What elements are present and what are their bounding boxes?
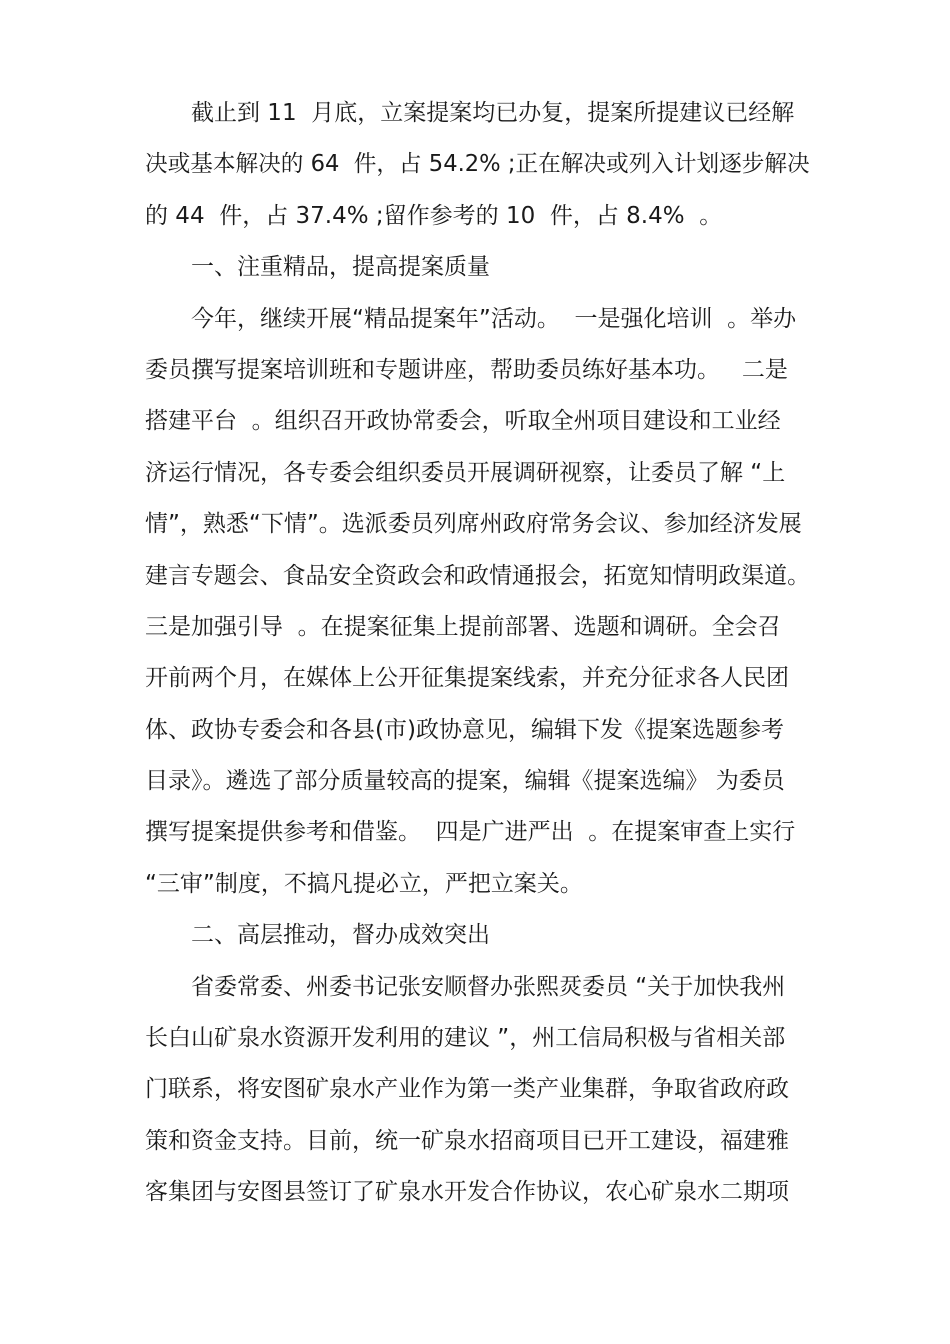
- text-line: 决或基本解决的 64 件，占 54.2% ;正在解决或列入计划逐步解决: [145, 151, 810, 178]
- text-line: 委员撰写提案培训班和专题讲座，帮助委员练好基本功。 二是: [145, 356, 788, 383]
- text-line: 截止到 11 月底，立案提案均已办复，提案所提建议已经解: [191, 100, 795, 126]
- text-line: 门联系，将安图矿泉水产业作为第一类产业集群，争取省政府政: [145, 1076, 789, 1103]
- text-line: 济运行情况，各专委会组织委员开展调研视察，让委员了解 “上: [145, 459, 786, 486]
- text-line: 体、政协专委会和各县(市)政协意见，编辑下发《提案选题参考: [145, 716, 784, 743]
- text-line: 省委常委、州委书记张安顺督办张熙烎委员 “关于加快我州: [191, 973, 786, 1000]
- text-line: 今年，继续开展“精品提案年”活动。 一是强化培训 。举办: [191, 305, 797, 332]
- text-line: 长白山矿泉水资源开发利用的建议 ”，州工信局积极与省相关部: [145, 1025, 786, 1052]
- text-line: 客集团与安图县签订了矿泉水开发合作协议，农心矿泉水二期项: [145, 1179, 789, 1206]
- text-line: “三审”制度，不搞凡提必立，严把立案关。: [145, 870, 583, 897]
- text-line: 搭建平台 。组织召开政协常委会，听取全州项目建设和工业经: [145, 408, 781, 435]
- text-line: 策和资金支持。目前，统一矿泉水招商项目已开工建设，福建雅: [145, 1127, 789, 1154]
- body-text: [145, 88, 810, 1219]
- text-line: 一、注重精品，提高提案质量: [191, 254, 490, 281]
- text-line: 撰写提案提供参考和借鉴。 四是广进严出 。在提案审查上实行: [145, 819, 796, 846]
- text-line: 目录》。遴选了部分质量较高的提案，编辑《提案选编》 为委员: [145, 768, 785, 795]
- text-line: 建言专题会、食品安全资政会和政情通报会，拓宽知情明政渠道。: [145, 562, 810, 589]
- text-line: 三是加强引导 。在提案征集上提前部署、选题和调研。全会召: [145, 613, 781, 640]
- text-line: 情”，熟悉“下情”。选派委员列席州政府常务会议、参加经济发展: [145, 511, 802, 538]
- text-line: 的 44 件，占 37.4% ;留作参考的 10 件，占 8.4% 。: [145, 202, 723, 229]
- text-line: 开前两个月，在媒体上公开征集提案线索，并充分征求各人民团: [145, 665, 789, 692]
- text-line: 二、高层推动，督办成效突出: [191, 922, 490, 949]
